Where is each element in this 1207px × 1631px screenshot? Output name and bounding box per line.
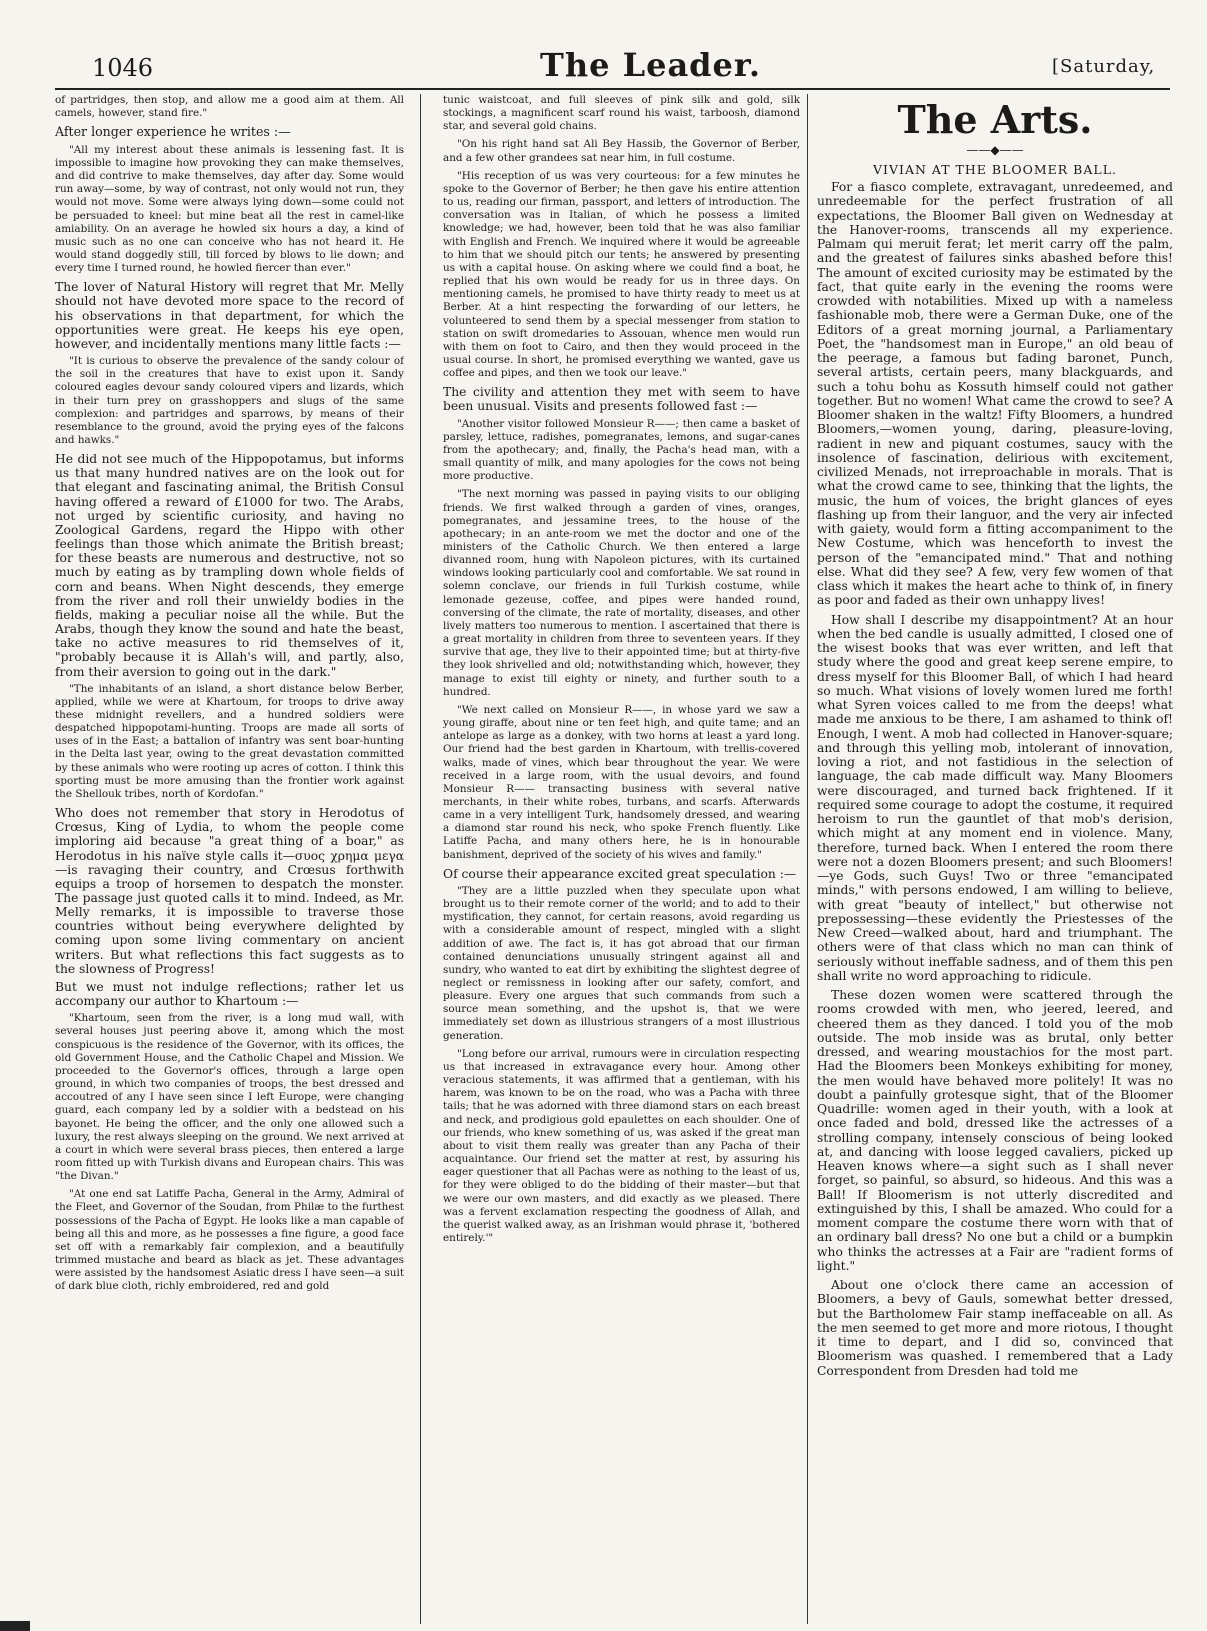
quoted-paragraph: "Long before our arrival, rumours were in circulation respecting us that increased in extravagance every hour. Among other veracious statements, it was affirmed that a gentleman, with his harem, was known to be on the road, who was a Pacha with three tails; that he was adorned with three diamond stars on each breast and neck, and prodigious gold epaulettes on each shoulder. One of our friends, who knew something of us, was asked if the great man about to visit them really was greater than any Pacha of their acquaintance. Our friend set the matter at rest, by assuring his eager questioner that all Pachas were as nothing to the least of us, for they were obliged to do the bidding of their master—but that we were our own masters, and did exactly as we pleased. There was a fervent exclamation respecting the goodness of Allah, and the querist walked away, as an Irishman would phrase it, 'bothered entirely.'" bbox=[443, 1047, 800, 1244]
column-divider bbox=[807, 94, 808, 1624]
newspaper-title: The Leader. bbox=[540, 46, 761, 84]
paragraph: How shall I describe my disappointment? At an hour when the bed candle is usually admitted, I closed one of the wisest books that was ever written, and left that study where the good and great keep serene empire, to dress myself for this Bloomer Ball, of which I had heard so much. What visions of lovely women lured me forth! what Syren voices called to me from the deeps! what made me anxious to be there, I am ashamed to think of! Enough, I went. A mob had collected in Hanover-square; and through this yelling mob, intolerant of innovation, loving a riot, and not fastidious in the selection of language, the cab made difficult way. Many Bloomers were discouraged, and turned back frightened. If it required some courage to adopt the costume, it required heroism to run the gauntlet of that mob's derision, which might at any moment end in violence. Many, therefore, turned back. When I entered the room there were not a dozen Bloomers present; and such Bloomers!—ye Gods, such Guys! Two or three "emancipated minds," with persons endowed, I am willing to believe, with great "beauty of intellect," but otherwise not prepossessing—these evidently the Priestesses of the New Creed—walked about, hard and triumphant. The others were of that class which no man can think of seriously without ineffable sadness, and of them this pen shall write no word approaching to ridicule. bbox=[817, 612, 1173, 983]
column-1 bbox=[55, 94, 404, 1619]
quoted-paragraph: "On his right hand sat Ali Bey Hassib, the Governor of Berber, and a few other grandees sat near him, in full costume. bbox=[443, 138, 800, 164]
article-heading: VIVIAN AT THE BLOOMER BALL. bbox=[873, 162, 1117, 178]
column-2 bbox=[443, 94, 800, 1619]
paragraph: Who does not remember that story in Herodotus of Crœsus, King of Lydia, to whom the people come imploring aid because "a great thing of a boar," as Herodotus in his naïve style calls it—συος χρημα μεγα—is ravaging their country, and Crœsus forthwith equips a troop of horsemen to despatch the monster. The passage just quoted calls it to mind. Indeed, as Mr. Melly remarks, it is impossible to traverse those countries without being everywhere delighted by coming upon some living commentary on ancient writers. But what reflections this fact suggests as to the slowness of Progress! bbox=[55, 806, 404, 976]
page-number: 1046 bbox=[92, 54, 154, 82]
quoted-paragraph: "All my interest about these animals is lessening fast. It is impossible to imagine how provoking they can make themselves, and did contrive to make themselves, day after day. Some would run away—some, by way of contrast, not only would not run, they would not move. Some were always lying down—some could not be persuaded to kneel: but mine beat all the rest in camel-like amiability. On an average he howled six hours a day, a kind of music such as no one can conceive who has not heard it. He would stand doggedly still, till forced by blows to lie down; and every time I turned round, he howled fiercer than ever." bbox=[55, 143, 404, 275]
paragraph: The lover of Natural History will regret that Mr. Melly should not have devoted more space to the record of his observations in that department, for which the opportunities were great. He keeps his eye open, however, and incidentally mentions many little facts :— bbox=[55, 280, 404, 351]
quoted-paragraph: "At one end sat Latiffe Pacha, General in the Army, Admiral of the Fleet, and Governor of the Soudan, from Philæ to the furthest possessions of the Pacha of Egypt. He looks like a man capable of being all this and more, as he possesses a fine figure, a good face set off with a remarkably fair complexion, and a beautifully trimmed mustache and beard as black as jet. These advantages were assisted by the handsomest Asiatic dress I have seen—a suit of dark blue cloth, richly embroidered, red and gold bbox=[55, 1188, 404, 1293]
column-divider bbox=[420, 94, 421, 1624]
paragraph: He did not see much of the Hippopotamus, but informs us that many hundred natives are on the look out for that elegant and fascinating animal, the British Consul having offered a reward of £1000 for two. The Arabs, not urged by scientific curiosity, and having no Zoological Gardens, regard the Hippo with other feelings than those which animate the British breast; for these beasts are numerous and destructive, not so much by eating as by trampling down whole fields of corn and beans. When Night descends, they emerge from the river and roll their unwieldy bodies in the fields, making a peculiar noise all the while. But the Arabs, though they know the sound and hate the beast, take no active measures to rid themselves of it, "probably because it is Allah's will, and partly, also, from their aversion to going out in the dark." bbox=[55, 452, 404, 679]
paragraph: But we must not indulge reflections; rather let us accompany our author to Khartoum :— bbox=[55, 979, 404, 1009]
quoted-paragraph: "Khartoum, seen from the river, is a long mud wall, with several houses just peering above it, among which the most conspicuous is the residence of the Governor, with its offices, the old Government House, and the Catholic Chapel and Mission. We proceeded to the Governor's offices, through a large open ground, in which two companies of troops, the best dressed and accoutred of any I have seen since I left Europe, were changing guard, each company led by a soldier with a bedstead on his bayonet. He being the officer, and the only one allowed such a luxury, the rest always sleeping on the ground. We next arrived at a court in which were several brass pieces, then entered a large room fitted up with Turkish divans and European chairs. This was "the Divan." bbox=[55, 1012, 404, 1183]
quoted-paragraph: "They are a little puzzled when they speculate upon what brought us to their remote corner of the world; and to add to their mystification, they cannot, for certain reasons, avoid regarding us with a considerable amount of respect, mingled with a slight addition of awe. The fact is, it has got abroad that our firman contained denunciations unusually stringent against all and sundry, who wanted to eat dirt by exhibiting the slightest degree of neglect or remissness in looking after our safety, comfort, and pleasure. Every one argues that such commands from such a source mean something, and the upshot is, that we were immediately set down as illustrious strangers of a most illustrious generation. bbox=[443, 884, 800, 1042]
section-title: The Arts. bbox=[897, 97, 1093, 142]
quoted-paragraph: tunic waistcoat, and full sleeves of pink silk and gold, silk stockings, a magnificent scarf round his waist, tarboosh, diamond star, and several gold chains. bbox=[443, 94, 800, 133]
page-edge-mark bbox=[0, 1621, 30, 1631]
column-3 bbox=[817, 94, 1173, 1619]
paragraph: Of course their appearance excited great speculation :— bbox=[443, 866, 797, 881]
quoted-paragraph: "Another visitor followed Monsieur R——; then came a basket of parsley, lettuce, radishes, pomegranates, lemons, and sugar-canes from the apothecary; and, finally, the Pacha's head man, with a small quantity of milk, and many apologies for the cows not being more productive. bbox=[443, 417, 800, 483]
paragraph: of partridges, then stop, and allow me a good aim at them. All camels, however, stand fire." bbox=[55, 94, 404, 120]
masthead bbox=[0, 46, 1207, 94]
quoted-paragraph: "His reception of us was very courteous: for a few minutes he spoke to the Governor of Berber; he then gave his entire attention to us, reading our firman, passport, and letters of introduction. The conversation was in Italian, of which he possess a limited knowledge; we had, however, been told that he was also familiar with English and French. We inquired where it would be agreeable to him that we should pitch our tents; he answered by presenting us with a capital house. On asking where we could find a boat, he replied that his own would be ready for us in three days. On mentioning camels, he promised to have thirty ready to meet us at Berber. At a hint respecting the forwarding of our letters, he volunteered to send them by a special messenger from station to station on swift dromedaries to Assouan, whence men would run with them on foot to Cairo, and then they would proceed in the usual course. In short, he promised everything we wanted, gave us coffee and pipes, and then we took our leave." bbox=[443, 169, 800, 380]
masthead-rule bbox=[55, 88, 1170, 90]
paragraph: The civility and attention they met with seem to have been unusual. Visits and presents followed fast :— bbox=[443, 385, 800, 414]
paragraph: After longer experience he writes :— bbox=[55, 124, 291, 140]
quoted-paragraph: "The next morning was passed in paying visits to our obliging friends. We first walked through a garden of vines, oranges, pomegranates, and jessamine trees, to the house of the apothecary; in an ante-room we met the doctor and one of the ministers of the Catholic Church. We then entered a large divanned room, hung with Napoleon pictures, with its curtained windows looking particularly cool and comfortable. We sat round in solemn conclave, our friends in full Turkish costume, while lemonade gezeuse, coffee, and pipes were handed round, conversing of the climate, the rate of mortality, diseases, and other lively matters too numerous to mention. I ascertained that there is a great mortality in children from three to seventeen years. If they survive that age, they live to their appointed time; but at thirty-five they look shrivelled and old; notwithstanding which, however, they manage to exist till eighty or ninety, and further south to a hundred. bbox=[443, 488, 800, 698]
quoted-paragraph: "It is curious to observe the prevalence of the sandy colour of the soil in the creatures that have to exist upon it. Sandy coloured eagles devour sandy coloured vipers and lizards, which in their turn prey on grasshoppers and slugs of the same complexion: and partridges and sparrows, by means of their resemblance to the ground, avoid the prying eyes of the falcons and hawks." bbox=[55, 355, 404, 446]
issue-day: [Saturday, bbox=[1052, 56, 1156, 77]
quoted-paragraph: "We next called on Monsieur R——, in whose yard we saw a young giraffe, about nine or ten feet high, and quite tame; and an antelope as large as a donkey, with two horns at least a yard long. Our friend had the best garden in Khartoum, with trellis-covered walks, made of vines, which bear throughout the year. We were received in a large room, with the usual devoirs, and found Monsieur R—— transacting business with several native merchants, in their white robes, turbans, and scarfs. Afterwards came in a very intelligent Turk, handsomely dressed, and wearing a diamond star round his neck, who spoke French fluently. Like Latiffe Pacha, and many others here, he is in honourable banishment, deprived of the society of his wives and family." bbox=[443, 703, 800, 861]
paragraph: These dozen women were scattered through the rooms crowded with men, who jeered, leered, and cheered them as they danced. I told you of the mob outside. The mob inside was as brutal, only better dressed, and wearing moustachios for the most part. Had the Bloomers been Monkeys exhibiting for money, the men would have behaved more politely! It was no doubt a painfully grotesque sight, that of the Bloomer Quadrille: women aged in their youth, with a look at once faded and bold, dressed like the actresses of a strolling company, intensely conscious of being looked at, and dancing with loose legged cavaliers, picked up Heaven knows where—a sight such as I shall never forget, so painful, so absurd, so hideous. And this was a Ball! If Bloomerism is not utterly discredited and extinguished by this, I shall be amazed. Who could for a moment compare the costume there worn with that of an ordinary ball dress? No one but a child or a bumpkin who thinks the actresses at a Fair are "radient forms of light." bbox=[817, 988, 1173, 1273]
paragraph: For a fiasco complete, extravagant, unredeemed, and unredeemable for the perfect frustration of all expectations, the Bloomer Ball given on Wednesday at the Hanover-rooms, transcends all my experience. Palmam qui meruit ferat; let merit carry off the palm, and the greatest of failures sinks abashed before this! The amount of excited curiosity may be estimated by the fact, that quite early in the evening the rooms were crowded with notabilities. Mixed up with a nameless fashionable mob, there were a German Duke, one of the Editors of a great morning journal, a Parliamentary Poet, the "handsomest man in Europe," an old beau of the peerage, a famous but fading baronet, Punch, several artists, certain peers, many blackguards, and such a tohu bohu as Kossuth himself could not gather together. But no women! What came the crowd to see? A Bloomer shaken in the waltz! Fifty Bloomers, a hundred Bloomers,—women young, daring, pleasure-loving, radient in new and piquant costumes, saucy with the insolence of fascination, delirious with excitement, civilized Menads, not irreproachable in morals. That is what the crowd came to see, thinking that the lights, the music, the hum of voices, the bright glances of eyes flashing up from their languor, and the very air infected with gaiety, would form a fitting accompaniment to the New Costume, which was henceforth to invest the person of the "emancipated mind." That and nothing else. What did they see? A few, very few women of that class which it makes the heart ache to think of, in finery as poor and faded as their own unhappy lives! bbox=[817, 180, 1173, 608]
quoted-paragraph: "The inhabitants of an island, a short distance below Berber, applied, while we were at Khartoum, for troops to drive away these midnight revellers, and a hundred soldiers were despatched hippopotami-hunting. Troops are made all sorts of uses of in the East; a battalion of infantry was sent boar-hunting in the Delta last year, owing to the great devastation committed by these animals who were rooting up acres of cotton. I think this sporting must be more amusing than the frontier work against the Shellouk tribes, north of Kordofan." bbox=[55, 682, 404, 800]
paragraph: About one o'clock there came an accession of Bloomers, a bevy of Gauls, somewhat better dressed, but the Bartholomew Fair stamp ineffaceable on all. As the men seemed to get more and more riotous, I thought it time to depart, and I did so, convinced that Bloomerism was quashed. I remembered that a Lady Correspondent from Dresden had told me bbox=[817, 1278, 1173, 1378]
ornament-divider: ——◆—— bbox=[966, 143, 1024, 157]
